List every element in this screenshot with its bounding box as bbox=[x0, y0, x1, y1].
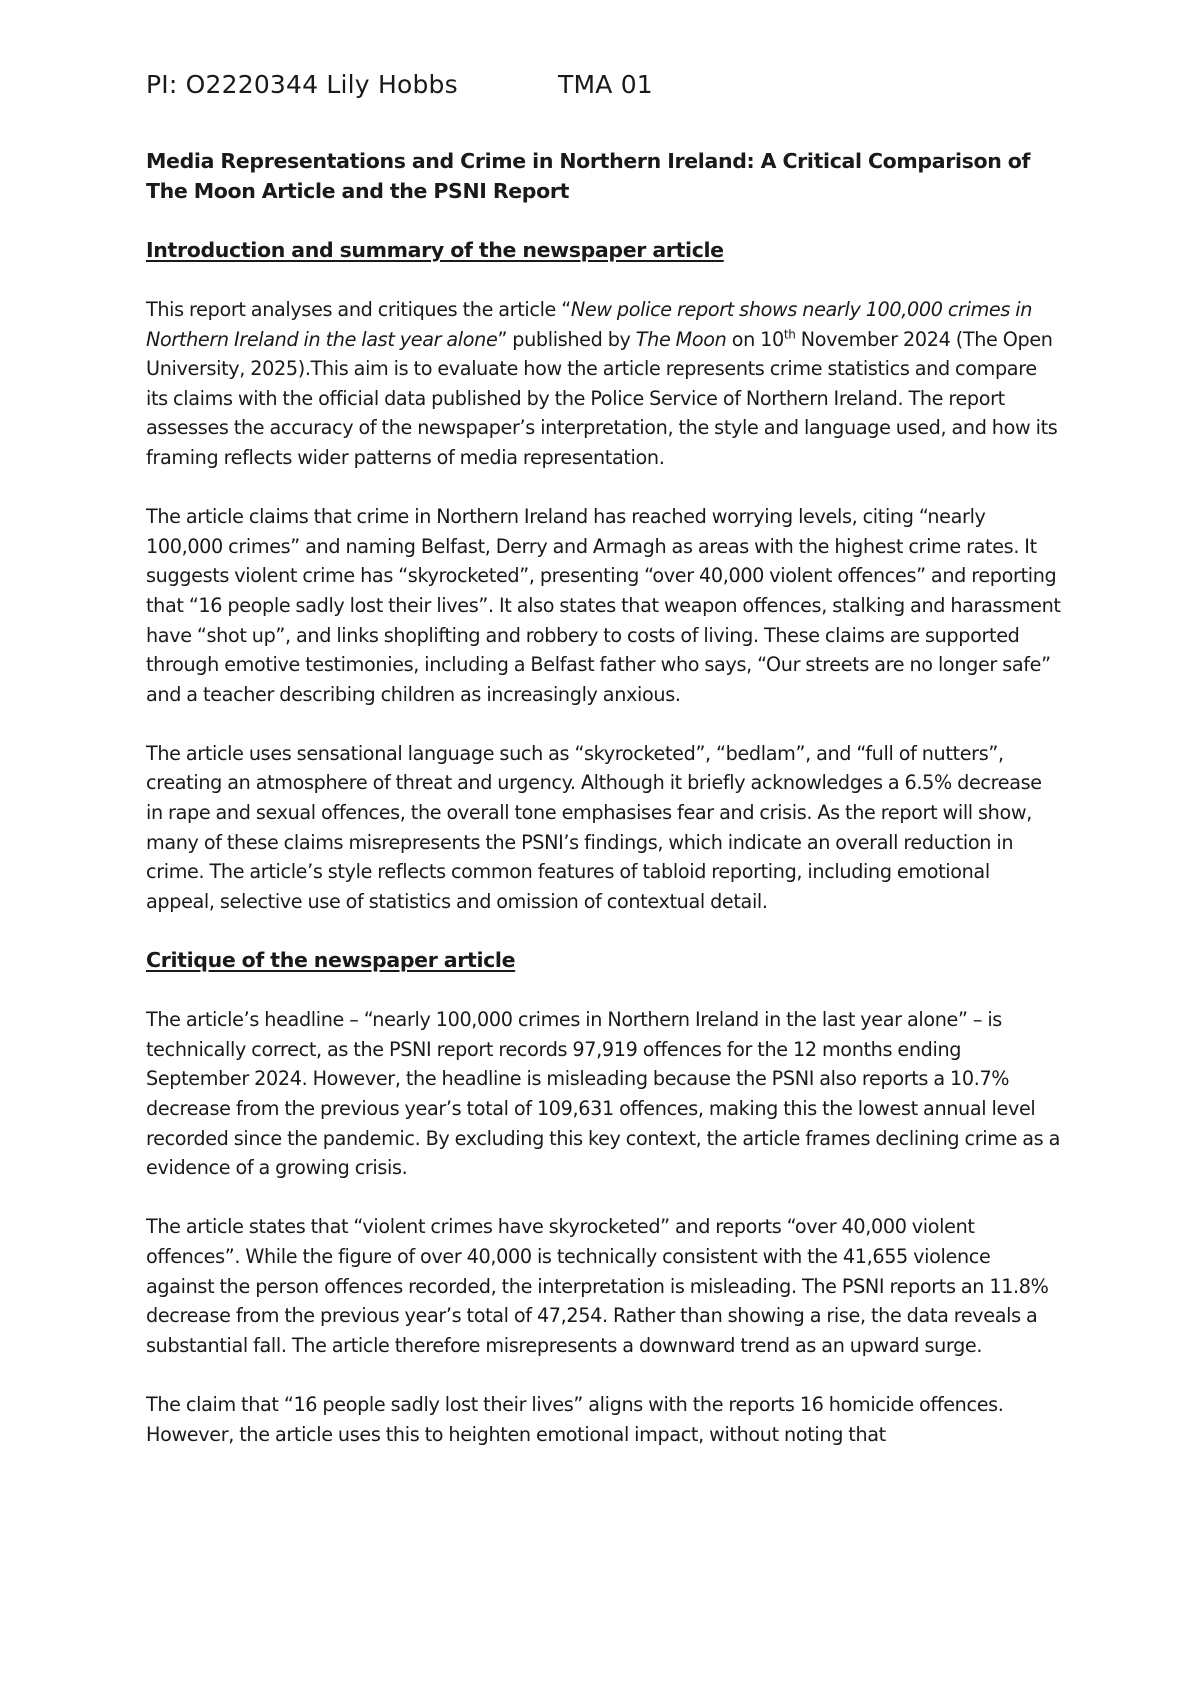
text-run: November 2024 (The Open University, 2025).This aim is to evaluate how the article represents crime statistics and compare its claims with the official data published by the Police Service of Northern Ireland. The report assesses the accuracy of the newspaper’s interpretation, the style and language used, and how its framing reflects wider patterns of media representation. bbox=[146, 327, 1058, 469]
intro-paragraph-2: The article claims that crime in Northern Ireland has reached worrying levels, citing “nearly 100,000 crimes” and naming Belfast, Derry and Armagh as areas with the highest crime rates. It suggests violent crime has “skyrocketed”, presenting “over 40,000 violent offences” and reporting that “16 people sadly lost their lives”. It also states that weapon offences, stalking and harassment have “shot up”, and links shoplifting and robbery to costs of living. These claims are supported through emotive testimonies, including a Belfast father who says, “Our streets are no longer safe” and a teacher describing children as increasingly anxious. bbox=[146, 505, 1061, 706]
text-run: on 10 bbox=[726, 327, 784, 351]
critique-paragraph-3: The claim that “16 people sadly lost their lives” aligns with the reports 16 homicide offences. However, the article uses this to heighten emotional impact, without noting that bbox=[146, 1392, 1004, 1446]
section-heading-introduction: Introduction and summary of the newspaper article bbox=[146, 237, 724, 262]
text-run: ” published by bbox=[497, 327, 636, 351]
assignment-label: TMA 01 bbox=[558, 70, 653, 99]
article-headline-quote: New police report shows nearly 100,000 crimes in Northern Ireland in the last year alone bbox=[146, 297, 1033, 351]
critique-paragraph-1: The article’s headline – “nearly 100,000 crimes in Northern Ireland in the last year alone” – is technically correct, as the PSNI report records 97,919 offences for the 12 months ending September 2024. However, the headline is misleading because the PSNI also reports a 10.7% decrease from the previous year’s total of 109,631 offences, making this the lowest annual level recorded since the pandemic. By excluding this key context, the article frames declining crime as a evidence of a growing crisis. bbox=[146, 1008, 1060, 1180]
intro-paragraph-1 bbox=[146, 295, 1061, 473]
page-header bbox=[146, 70, 653, 99]
section-heading-critique: Critique of the newspaper article bbox=[146, 948, 516, 973]
intro-paragraph-3: The article uses sensational language such as “skyrocketed”, “bedlam”, and “full of nutters”, creating an atmosphere of threat and urgency. Although it briefly acknowledges a 6.5% decrease in rape and sexual offences, the overall tone emphasises fear and crisis. As the report will show, many of these claims misrepresents the PSNI’s findings, which indicate an overall reduction in crime. The article’s style reflects common features of tabloid reporting, including emotional appeal, selective use of statistics and omission of contextual detail. bbox=[146, 741, 1042, 913]
student-id-label: PI: O2220344 Lily Hobbs bbox=[146, 70, 458, 99]
document-body bbox=[146, 147, 1061, 1479]
text-run: This report analyses and critiques the article “ bbox=[146, 297, 571, 321]
newspaper-name: The Moon bbox=[635, 327, 727, 351]
ordinal-suffix: th bbox=[783, 327, 796, 342]
document-title: Media Representations and Crime in Northern Ireland: A Critical Comparison of The Moon Article and the PSNI Report bbox=[146, 149, 1031, 203]
critique-paragraph-2: The article states that “violent crimes have skyrocketed” and reports “over 40,000 violent offences”. While the figure of over 40,000 is technically consistent with the 41,655 violence against the person offences recorded, the interpretation is misleading. The PSNI reports an 11.8% decrease from the previous year’s total of 47,254. Rather than showing a rise, the data reveals a substantial fall. The article therefore misrepresents a downward trend as an upward surge. bbox=[146, 1215, 1049, 1357]
